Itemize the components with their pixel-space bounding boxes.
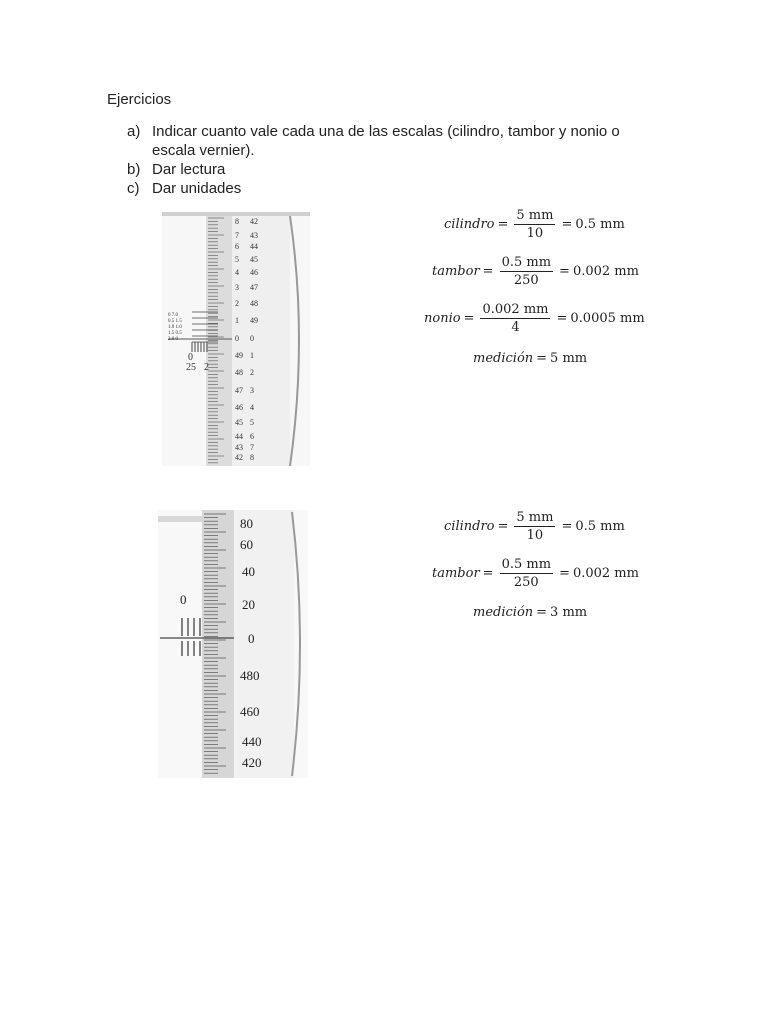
sleeve-label: 0 — [188, 352, 193, 363]
fraction-numerator: 0.5 mm — [501, 255, 552, 270]
exercise-letter: b) — [127, 161, 141, 178]
equation-rhs: 0.5 mm — [575, 217, 625, 232]
drum-number: 40 — [242, 564, 255, 579]
vernier-label: 1.0 1.0 — [168, 325, 182, 330]
drum-number: 49 — [250, 316, 258, 325]
equation-fraction — [500, 557, 553, 590]
exercise-letter: c) — [127, 180, 140, 197]
equation-lhs: nonio — [424, 311, 461, 326]
fraction-numerator: 5 mm — [516, 510, 554, 525]
equation-fraction — [480, 302, 550, 335]
drum-number: 44 — [250, 242, 258, 251]
drum-number: 480 — [240, 668, 260, 683]
equation-rhs: 3 mm — [550, 605, 588, 620]
micrometer-photo-2 — [158, 510, 308, 778]
drum-number: 45 — [235, 418, 243, 427]
equation-fraction — [514, 208, 555, 241]
fraction-numerator: 5 mm — [516, 208, 554, 223]
equation-lhs: cilindro — [444, 217, 495, 232]
drum-number: 5 — [235, 255, 239, 264]
drum-number: 47 — [250, 283, 258, 292]
drum-number: 8 — [250, 453, 254, 462]
exercise-letter: a) — [127, 123, 141, 140]
equation-fraction — [500, 255, 553, 288]
drum-number: 43 — [250, 231, 258, 240]
drum-number: 4 — [235, 268, 239, 277]
drum-number: 3 — [250, 386, 254, 395]
drum-number: 3 — [235, 283, 239, 292]
drum-number: 20 — [242, 597, 255, 612]
drum-number: 47 — [235, 386, 243, 395]
drum-number: 8 — [235, 217, 239, 226]
drum-number: 48 — [250, 299, 258, 308]
exercise-list — [127, 122, 647, 198]
drum-number: 42 — [250, 217, 258, 226]
equation-tambor: tambor = $\frac{0.5 mm}{250}$ = 0.002 mm — [432, 255, 639, 288]
vernier-label: 2.0 0 — [168, 337, 178, 342]
vernier-label: 0.5 1.5 — [168, 319, 182, 324]
drum-number: 2 — [250, 368, 254, 377]
drum-number: 440 — [242, 734, 262, 749]
drum-number: 1 — [235, 316, 239, 325]
drum-number: 6 — [235, 242, 239, 251]
drum-number: 80 — [240, 516, 253, 531]
fraction-numerator: 0.002 mm — [482, 302, 549, 317]
equation-lhs: cilindro — [444, 519, 495, 534]
equation-lhs: medición — [473, 605, 534, 620]
equation-lhs: tambor — [432, 264, 480, 279]
micrometer-photo-1 — [162, 212, 310, 466]
fraction-denominator: 10 — [526, 226, 544, 241]
exercise-item-c — [127, 179, 647, 198]
vernier-label: 1.5 0.5 — [168, 331, 182, 336]
equation-lhs: tambor — [432, 566, 480, 581]
drum-number: 0 — [235, 334, 239, 343]
exercise-item-a — [127, 122, 647, 160]
fraction-denominator: 250 — [513, 273, 539, 288]
drum-number: 48 — [235, 368, 243, 377]
equation-fraction — [514, 510, 555, 543]
fraction-denominator: 4 — [511, 320, 520, 335]
section-heading: Ejercicios — [107, 91, 172, 108]
fraction-denominator: 10 — [526, 528, 544, 543]
equation-tambor: tambor = $\frac{0.5 mm}{250}$ = 0.002 mm — [432, 557, 639, 590]
drum-number: 60 — [240, 537, 253, 552]
drum-number: 0 — [250, 334, 254, 343]
equation-rhs: 0.5 mm — [575, 519, 625, 534]
fraction-denominator: 250 — [513, 575, 539, 590]
drum-number: 46 — [250, 268, 258, 277]
exercise-text: Dar lectura — [152, 161, 226, 178]
drum-number: 460 — [240, 704, 260, 719]
drum-number: 4 — [250, 403, 254, 412]
drum-number: 6 — [250, 432, 254, 441]
drum-number: 1 — [250, 351, 254, 360]
exercise-text: Indicar cuanto vale cada una de las escalas (cilindro, tambor y nonio o escala vernier). — [152, 123, 620, 159]
drum-number: 2 — [235, 299, 239, 308]
drum-number: 0 — [248, 631, 255, 646]
drum-number: 43 — [235, 443, 243, 452]
equation-rhs: 5 mm — [550, 351, 588, 366]
drum-number: 7 — [235, 231, 239, 240]
equation-nonio: nonio = $\frac{0.002 mm}{4}$ = 0.0005 mm — [424, 302, 645, 335]
drum-number: 49 — [235, 351, 243, 360]
drum-number: 420 — [242, 755, 262, 770]
equation-cilindro: cilindro = $\frac{5 mm}{10}$ = 0.5 mm — [444, 208, 625, 241]
equation-medicion: medición = 5 mm — [473, 351, 588, 366]
sleeve-label: 25 — [186, 362, 196, 373]
exercise-text: Dar unidades — [152, 180, 242, 197]
equation-rhs: 0.002 mm — [572, 566, 639, 581]
drum-number: 46 — [235, 403, 243, 412]
drum-number: 5 — [250, 418, 254, 427]
equation-rhs: 0.0005 mm — [570, 311, 645, 326]
equation-medicion: medición = 3 mm — [473, 605, 588, 620]
equation-cilindro: cilindro = $\frac{5 mm}{10}$ = 0.5 mm — [444, 510, 625, 543]
equation-rhs: 0.002 mm — [572, 264, 639, 279]
drum-number: 42 — [235, 453, 243, 462]
equation-lhs: medición — [473, 351, 534, 366]
sleeve-label: 2 — [204, 362, 209, 373]
drum-number: 45 — [250, 255, 258, 264]
exercise-item-b — [127, 160, 647, 179]
drum-number: 7 — [250, 443, 254, 452]
sleeve-label: 0 — [180, 592, 187, 607]
fraction-numerator: 0.5 mm — [501, 557, 552, 572]
drum-number: 44 — [235, 432, 243, 441]
vernier-label: 0 7.0 — [168, 313, 178, 318]
